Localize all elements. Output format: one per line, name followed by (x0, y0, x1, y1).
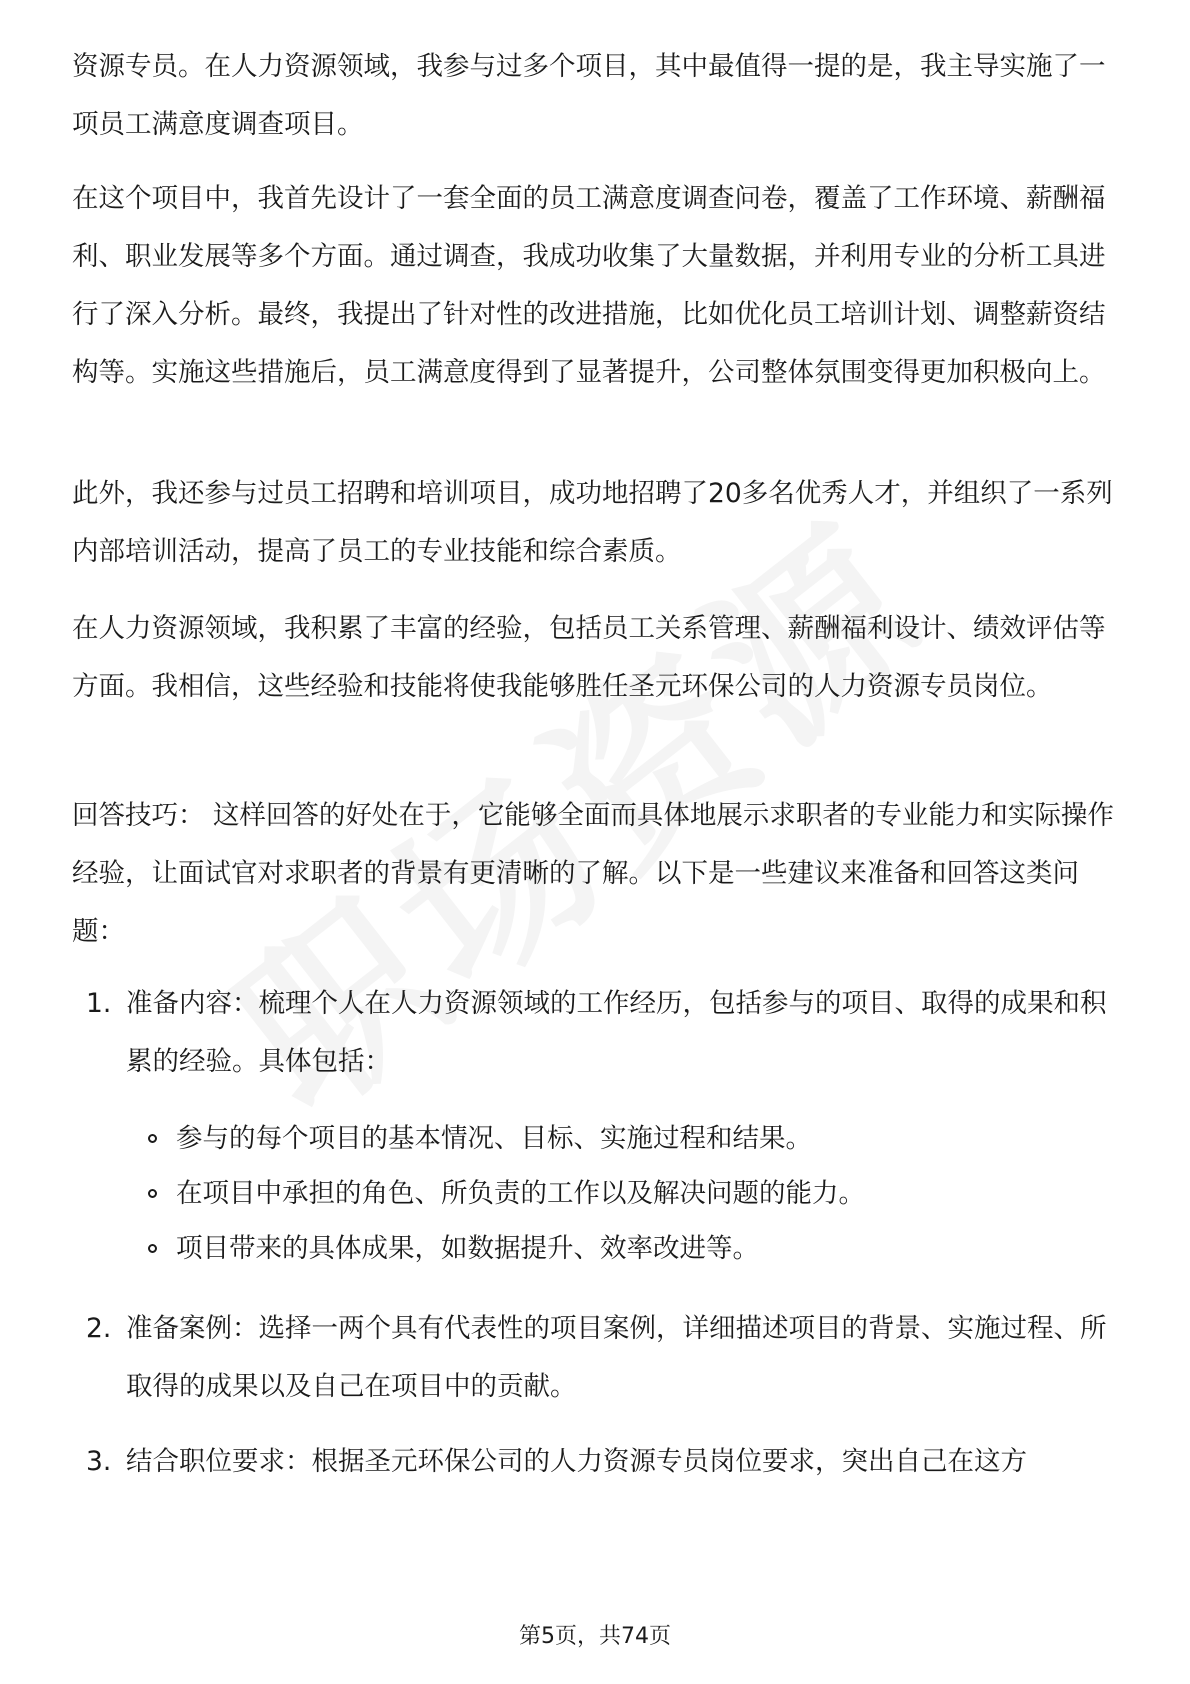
page-footer: 第5页，共74页 (519, 1624, 671, 1649)
bullet-text: 在项目中承担的角色、所负责的工作以及解决问题的能力。 (176, 1178, 865, 1209)
bullet-circle-icon (148, 1244, 157, 1253)
paragraph-3: 此外，我还参与过员工招聘和培训项目，成功地招聘了20多名优秀人才，并组织了一系列内部培训活动，提高了员工的专业技能和综合素质。 (72, 478, 1113, 567)
bullet-text: 参与的每个项目的基本情况、目标、实施过程和结果。 (176, 1123, 812, 1154)
paragraph-1: 资源专员。在人力资源领域，我参与过多个项目，其中最值得一提的是，我主导实施了一项员工满意度调查项目。 (72, 51, 1106, 140)
list-text: 准备内容：梳理个人在人力资源领域的工作经历，包括参与的项目、取得的成果和积累的经验。具体包括： (126, 988, 1107, 1077)
list-text: 准备案例：选择一两个具有代表性的项目案例，详细描述项目的背景、实施过程、所取得的成果以及自己在项目中的贡献。 (126, 1313, 1107, 1402)
paragraph-2: 在这个项目中，我首先设计了一套全面的员工满意度调查问卷，覆盖了工作环境、薪酬福利、职业发展等多个方面。通过调查，我成功收集了大量数据，并利用专业的分析工具进行了深入分析。最终，我提出了针对性的改进措施，比如优化员工培训计划、调整薪资结构等。实施这些措施后，员工满意度得到了显著提升，公司整体氛围变得更加积极向上。 (72, 183, 1106, 388)
bullet-circle-icon (148, 1134, 157, 1143)
list-number: 2. (86, 1313, 112, 1344)
list-text: 结合职位要求：根据圣元环保公司的人力资源专员岗位要求，突出自己在这方 (126, 1446, 1027, 1477)
bullet-circle-icon (148, 1189, 157, 1198)
list-number: 1. (86, 988, 112, 1019)
list-number: 3. (86, 1446, 112, 1477)
bullet-text: 项目带来的具体成果，如数据提升、效率改进等。 (176, 1233, 759, 1264)
paragraph-4: 在人力资源领域，我积累了丰富的经验，包括员工关系管理、薪酬福利设计、绩效评估等方面。我相信，这些经验和技能将使我能够胜任圣元环保公司的人力资源专员岗位。 (72, 613, 1106, 702)
paragraph-5: 回答技巧： 这样回答的好处在于，它能够全面而具体地展示求职者的专业能力和实际操作经验，让面试官对求职者的背景有更清晰的了解。以下是一些建议来准备和回答这类问题： (72, 800, 1114, 947)
